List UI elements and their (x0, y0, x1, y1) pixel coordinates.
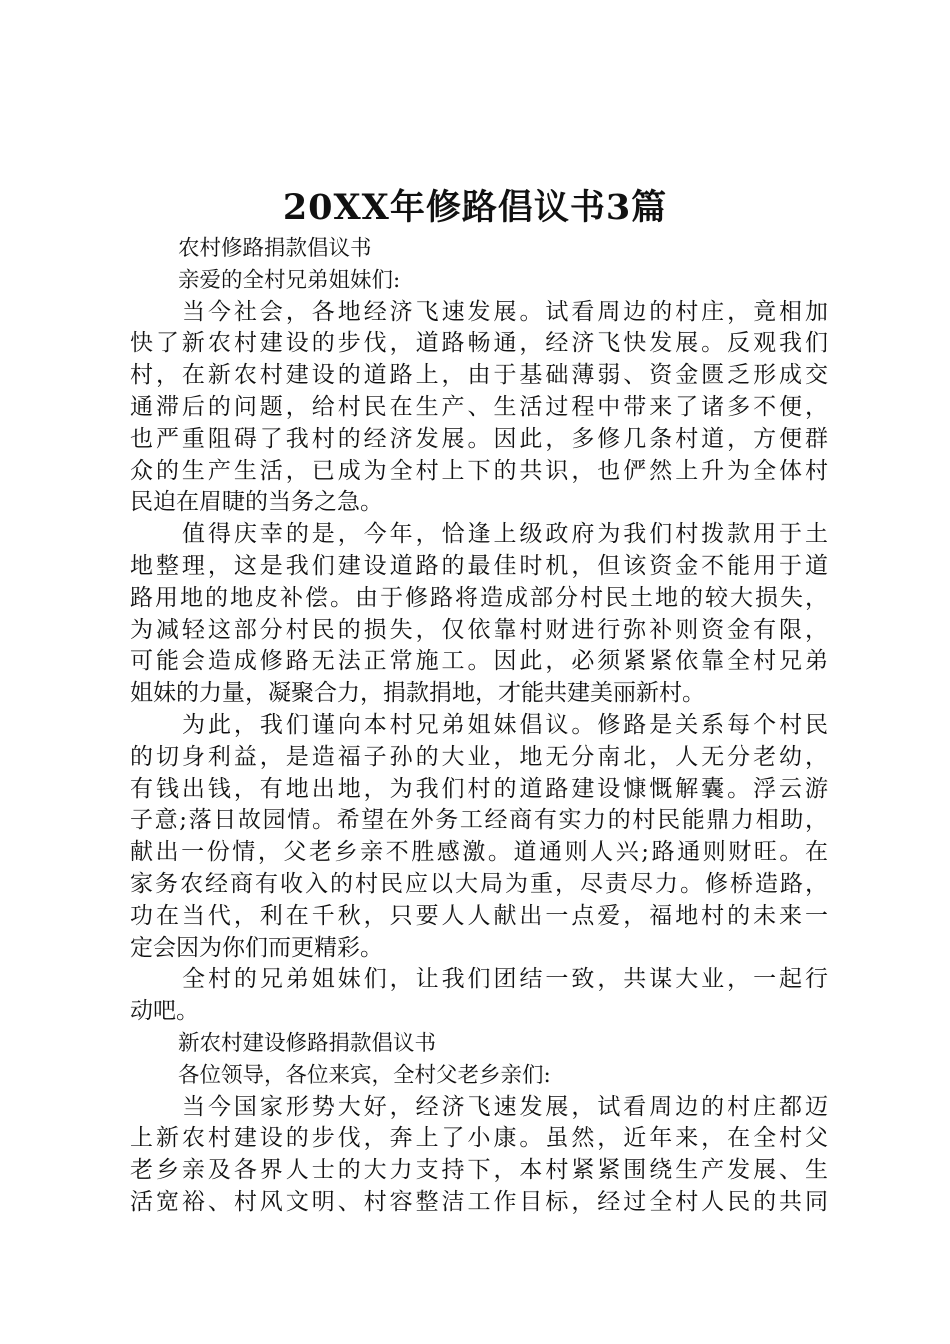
paragraph-line: 可能会造成修路无法正常施工。因此，必须紧紧依靠全村兄弟 (130, 648, 828, 675)
salutation: 各位领导，各位来宾，全村父老乡亲们: (178, 1062, 551, 1088)
paragraph-line: 姐妹的力量，凝聚合力，捐款捐地，才能共建美丽新村。 (130, 680, 705, 707)
paragraph-line: 为此，我们谨向本村兄弟姐妹倡议。修路是关系每个村民 (182, 711, 828, 738)
paragraph-line: 众的生产生活，已成为全村上下的共识，也俨然上升为全体村 (130, 457, 828, 484)
section-heading: 新农村建设修路捐款倡议书 (178, 1030, 437, 1056)
paragraph-line: 民迫在眉睫的当务之急。 (130, 489, 383, 516)
salutation: 亲爱的全村兄弟姐妹们: (178, 267, 401, 293)
paragraph-line: 子意;落日故园情。希望在外务工经商有实力的村民能鼎力相助， (130, 807, 828, 834)
paragraph-line: 也严重阻碍了我村的经济发展。因此，多修几条村道，方便群 (130, 425, 828, 452)
paragraph-line: 活宽裕、村风文明、村容整洁工作目标，经过全村人民的共同 (130, 1188, 828, 1215)
paragraph-line: 老乡亲及各界人士的大力支持下，本村紧紧围绕生产发展、生 (130, 1157, 828, 1184)
paragraph-line: 动吧。 (130, 998, 199, 1025)
document-title: 20XX年修路倡议书3篇 (282, 187, 668, 228)
paragraph-line: 地整理，这是我们建设道路的最佳时机，但该资金不能用于道 (130, 552, 828, 579)
paragraph-line: 功在当代，利在千秋，只要人人献出一点爱，福地村的未来一 (130, 902, 828, 929)
paragraph-line: 上新农村建设的步伐，奔上了小康。虽然，近年来，在全村父 (130, 1125, 828, 1152)
paragraph-line: 定会因为你们而更精彩。 (130, 934, 383, 961)
paragraph-line: 快了新农村建设的步伐，道路畅通，经济飞快发展。反观我们 (130, 330, 828, 357)
paragraph-line: 的切身利益，是造福子孙的大业，地无分南北，人无分老幼， (130, 743, 828, 770)
paragraph-line: 村，在新农村建设的道路上，由于基础薄弱、资金匮乏形成交 (130, 362, 828, 389)
document-body (130, 233, 828, 1219)
paragraph-line: 当今国家形势大好，经济飞速发展，试看周边的村庄都迈 (182, 1093, 828, 1120)
paragraph-line: 献出一份情，父老乡亲不胜感激。道通则人兴;路通则财旺。在 (130, 839, 828, 866)
paragraph-line: 家务农经商有收入的村民应以大局为重，尽责尽力。修桥造路， (130, 870, 828, 897)
paragraph-line: 全村的兄弟姐妹们，让我们团结一致，共谋大业，一起行 (182, 966, 828, 993)
paragraph-line: 路用地的地皮补偿。由于修路将造成部分村民土地的较大损失， (130, 584, 828, 611)
paragraph-line: 值得庆幸的是，今年，恰逢上级政府为我们村拨款用于土 (182, 521, 828, 548)
paragraph-line: 当今社会，各地经济飞速发展。试看周边的村庄，竟相加 (182, 298, 828, 325)
section-heading: 农村修路捐款倡议书 (178, 236, 372, 261)
paragraph-line: 通滞后的问题，给村民在生产、生活过程中带来了诸多不便， (130, 393, 828, 420)
paragraph-line: 有钱出钱，有地出地，为我们村的道路建设慷慨解囊。浮云游 (130, 775, 828, 802)
paragraph-line: 为减轻这部分村民的损失，仅依靠村财进行弥补则资金有限， (130, 616, 828, 643)
